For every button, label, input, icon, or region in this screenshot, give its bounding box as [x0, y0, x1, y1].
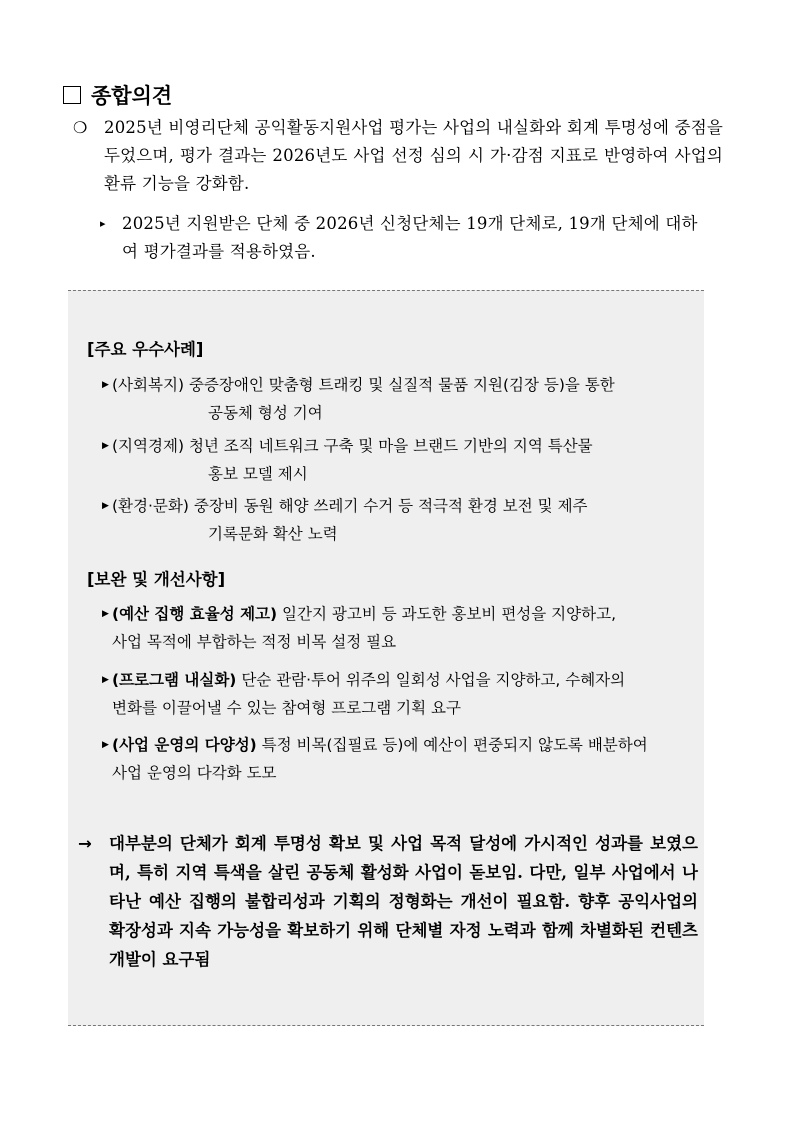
improvement-label: (프로그램 내실화)	[112, 671, 237, 689]
checkbox-square-icon	[63, 86, 81, 104]
improvement-line1: 단순 관람·투어 위주의 일회성 사업을 지양하고, 수혜자의	[236, 671, 626, 689]
summary-sub-paragraph	[100, 210, 700, 266]
triangle-bullet-icon: ▶	[102, 501, 109, 511]
example-tag: (지역경제)	[112, 437, 184, 455]
improvement-item	[102, 666, 702, 722]
improvements-title: [보완 및 개선사항]	[87, 570, 226, 589]
example-item	[102, 492, 702, 548]
improvement-line2: 사업 목적에 부합하는 적정 비목 설정 필요	[112, 633, 397, 651]
summary-sub-text: 2025년 지원받은 단체 중 2026년 신청단체는 19개 단체로, 19개 단체에 대하여 평가결과를 적용하였음.	[122, 214, 698, 261]
triangle-bullet-icon: ▶	[102, 740, 109, 750]
improvement-line1: 일간지 광고비 등 과도한 홍보비 편성을 지양하고,	[277, 605, 617, 623]
example-line1: 청년 조직 네트워크 구축 및 마을 브랜드 기반의 지역 특산물	[188, 437, 593, 455]
example-line2: 홍보 모델 제시	[208, 465, 308, 483]
example-item	[102, 371, 702, 427]
conclusion-text: 대부분의 단체가 회계 투명성 확보 및 사업 목적 달성에 가시적인 성과를 보였으며, 특히 지역 특색을 살린 공동체 활성화 사업이 돋보임. 다만, 일부 사업에서 나타난 예산 집행의 불합리성과 기획의 정형화는 개선이 필요함. 향후 공익사업의 확장성과 지속 가능성을 확보하기 위해 단체별 자정 노력과 함께 차별화된 컨텐츠 개발이 요구됨	[109, 834, 698, 969]
examples-title: [주요 우수사례]	[87, 340, 204, 359]
example-line2: 기록문화 확산 노력	[208, 525, 338, 543]
improvement-label: (사업 운영의 다양성)	[112, 736, 257, 754]
example-line1: 중장비 동원 해양 쓰레기 수거 등 적극적 환경 보전 및 제주	[193, 497, 588, 515]
example-line2: 공동체 형성 기여	[208, 404, 323, 422]
improvement-item	[102, 600, 702, 656]
triangle-bullet-icon: ▸	[100, 217, 106, 230]
example-tag: (사회복지)	[112, 376, 184, 394]
heading-text: 종합의견	[91, 84, 173, 108]
example-line1: 중증장애인 맞춤형 트래킹 및 실질적 물품 지원(김장 등)을 통한	[188, 376, 615, 394]
section-heading	[63, 80, 172, 110]
example-tag: (환경·문화)	[112, 497, 189, 515]
improvement-line2: 사업 운영의 다각화 도모	[112, 764, 277, 782]
example-item	[102, 432, 702, 488]
triangle-bullet-icon: ▶	[102, 675, 109, 685]
summary-text: 2025년 비영리단체 공익활동지원사업 평가는 사업의 내실화와 회계 투명성에 중점을 두었으며, 평가 결과는 2026년도 사업 선정 심의 시 가·감점 지표로 반영하여 사업의 환류 기능을 강화함.	[104, 118, 723, 193]
improvement-line1: 특정 비목(집필료 등)에 예산이 편중되지 않도록 배분하여	[256, 736, 648, 754]
improvement-label: (예산 집행 효율성 제고)	[112, 605, 278, 623]
improvement-item	[102, 731, 702, 787]
triangle-bullet-icon: ▶	[102, 380, 109, 390]
conclusion-paragraph	[78, 829, 698, 974]
triangle-bullet-icon: ▶	[102, 441, 109, 451]
summary-paragraph	[73, 114, 723, 198]
circle-bullet-icon: ❍	[73, 118, 88, 137]
triangle-bullet-icon: ▶	[102, 609, 109, 619]
improvement-line2: 변화를 이끌어낼 수 있는 참여형 프로그램 기획 요구	[112, 699, 461, 717]
arrow-right-icon: →	[78, 834, 92, 853]
